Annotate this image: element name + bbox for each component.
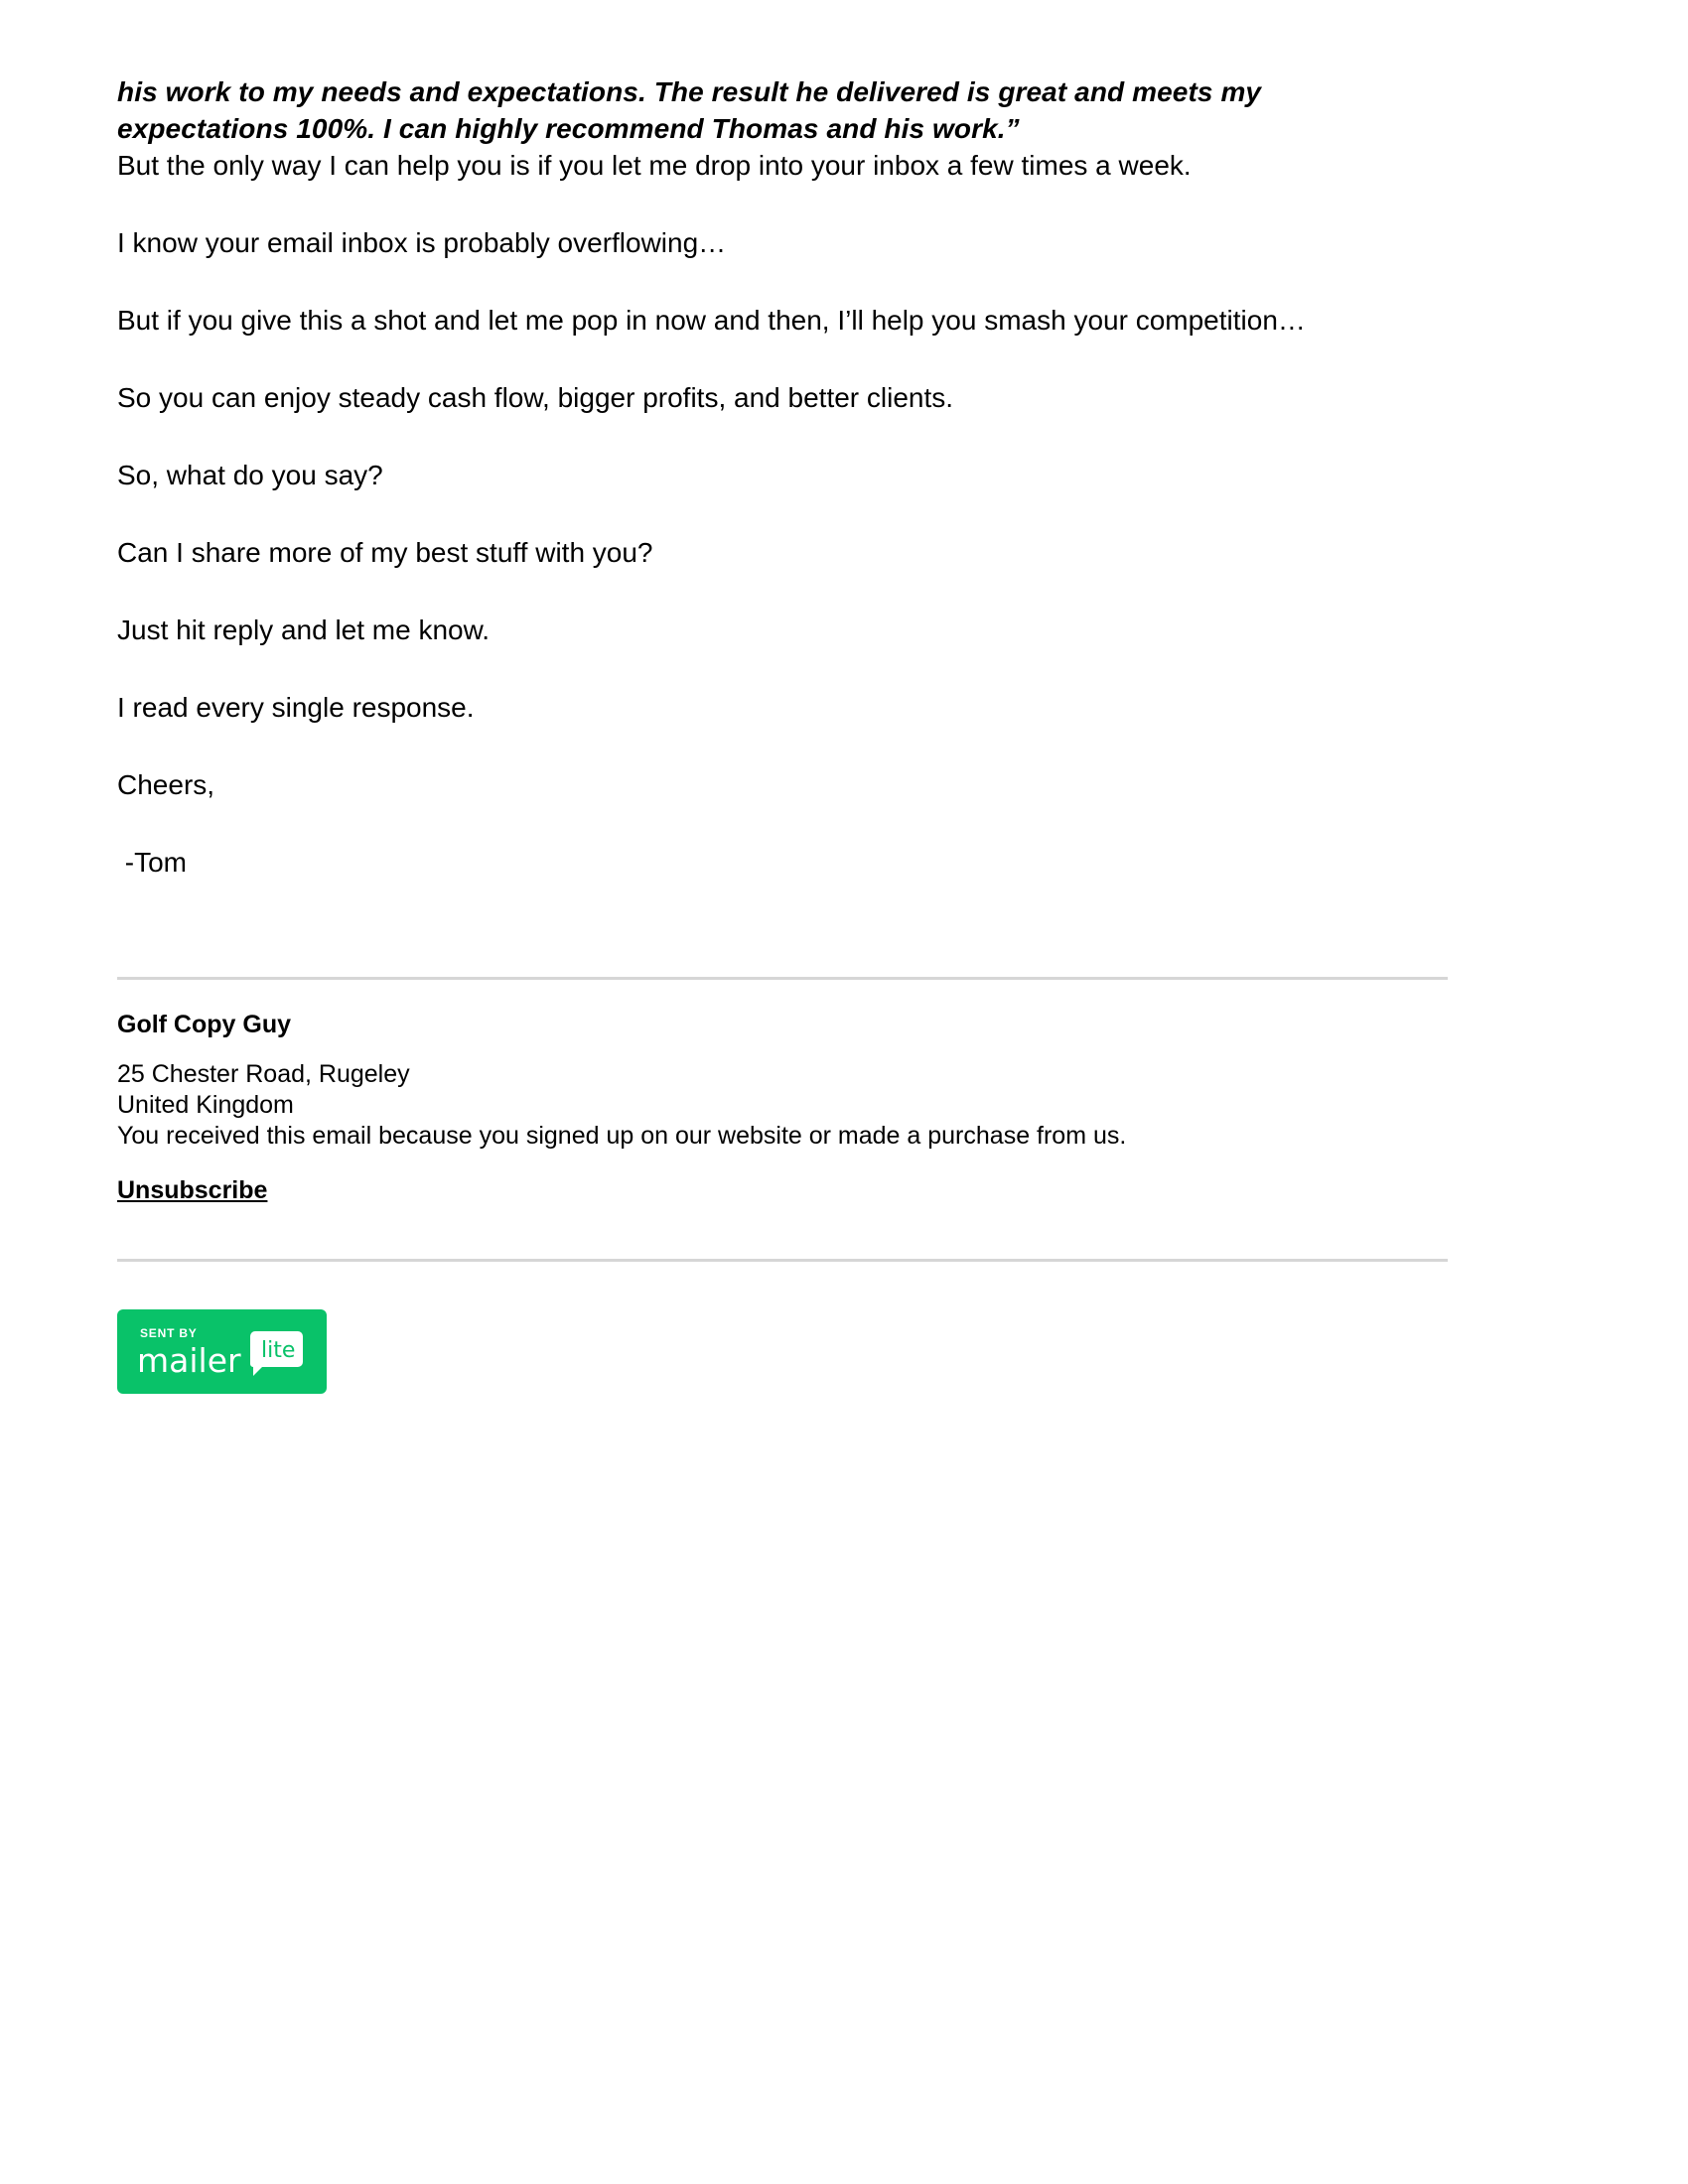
body-paragraph: Can I share more of my best stuff with you? <box>117 537 653 568</box>
footer <box>117 1010 1448 1205</box>
body-paragraph: I read every single response. <box>117 692 475 723</box>
body-paragraph: So, what do you say? <box>117 460 383 490</box>
body-paragraph: I know your email inbox is probably overflowing… <box>117 227 727 258</box>
mailerlite-logo <box>117 1309 327 1394</box>
brand-wordmark: mailer <box>137 1341 241 1380</box>
footer-divider-bottom-wrap <box>117 1259 1448 1262</box>
testimonial-quote-line-1: his work to my needs and expectations. The result he delivered is great and meets my <box>117 76 1262 107</box>
body-paragraph: Just hit reply and let me know. <box>117 614 491 645</box>
unsubscribe-link[interactable]: Unsubscribe <box>117 1176 268 1204</box>
brand-suffix: lite <box>261 1338 296 1363</box>
body-paragraph: But if you give this a shot and let me pop in now and then, I’ll help you smash your competition… <box>117 305 1306 336</box>
sent-by-label: SENT BY <box>140 1326 198 1340</box>
mailerlite-badge[interactable] <box>117 1309 327 1394</box>
body-paragraph: But the only way I can help you is if you let me drop into your inbox a few times a week. <box>117 150 1192 181</box>
testimonial-quote-line-2: expectations 100%. I can highly recommend Thomas and his work.” <box>117 113 1020 144</box>
closing-greeting: Cheers, <box>117 769 215 800</box>
email-body <box>117 73 1448 881</box>
signature: -Tom <box>117 847 187 878</box>
address-line-2: United Kingdom <box>117 1091 294 1119</box>
footer-divider-bottom <box>117 1259 1448 1262</box>
company-name: Golf Copy Guy <box>117 1011 291 1038</box>
footer-divider-top-wrap <box>117 977 1448 980</box>
address-line-1: 25 Chester Road, Rugeley <box>117 1060 410 1088</box>
subscription-notice: You received this email because you signed up on our website or made a purchase from us. <box>117 1122 1127 1150</box>
footer-divider-top <box>117 977 1448 980</box>
body-paragraph: So you can enjoy steady cash flow, bigger profits, and better clients. <box>117 382 954 413</box>
